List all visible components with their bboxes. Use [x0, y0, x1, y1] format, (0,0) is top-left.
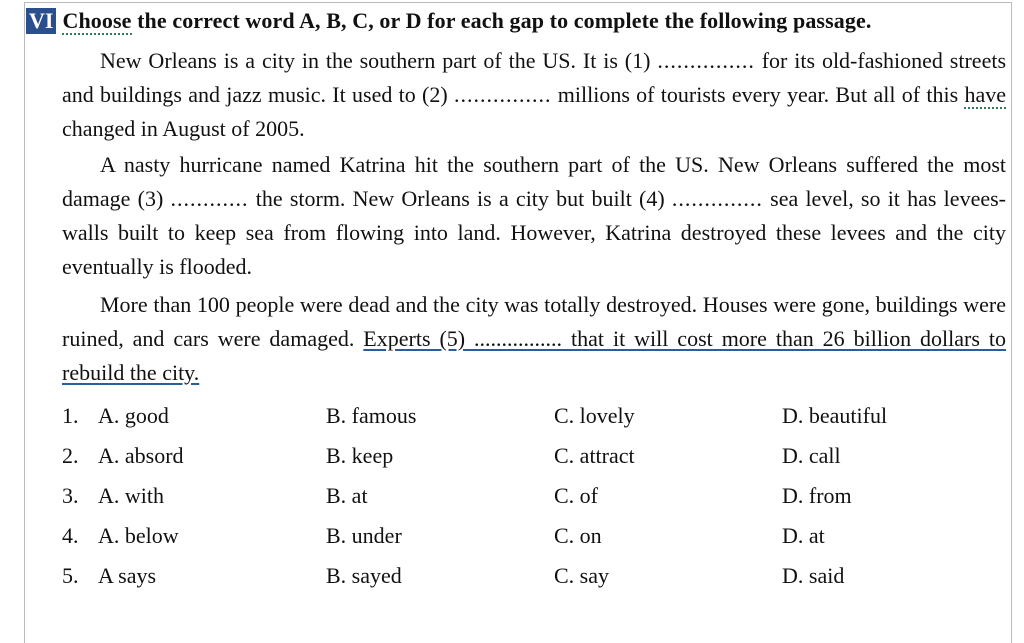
underlined-have: have — [964, 82, 1006, 107]
option-d[interactable]: D. at — [782, 523, 825, 548]
p1-text-1: New Orleans is a city in the southern part of the US. It is (1) — [100, 48, 658, 73]
p3-text-1: More than 100 people were dead and the city was totally destroyed. Houses were gone, buildings were ruined, and cars were damaged. — [62, 292, 1006, 351]
option-row — [62, 436, 962, 476]
p1-text-2: for its old-fashioned streets and buildings and jazz music. It used to (2) — [62, 48, 1007, 107]
option-a[interactable]: A. with — [98, 483, 164, 508]
option-row — [62, 516, 962, 556]
p2-text-2: the storm. New Orleans is a city but built (4) — [248, 186, 672, 211]
p2-text-3: sea level, so it has levees-walls built to keep sea from flowing into land. However, Katrina destroyed these levees and the city eventually is flooded. — [62, 186, 1006, 279]
question-number: 5. — [62, 563, 79, 588]
option-a[interactable]: A. absord — [98, 443, 184, 468]
option-d[interactable]: D. said — [782, 563, 845, 588]
p2-text-1: A nasty hurricane named Katrina hit the southern part of the US. New Orleans suffered the most damage (3) — [62, 152, 1006, 211]
option-d[interactable]: D. beautiful — [782, 403, 888, 428]
option-row — [62, 556, 962, 596]
underlined-question-5: Experts (5) ................ that it will cost more than 26 billion dollars to rebuild the city. — [62, 326, 1006, 385]
gap-4: .............. — [671, 186, 763, 211]
paragraph-2 — [62, 148, 1006, 284]
option-c[interactable]: C. of — [554, 483, 598, 508]
instruction-word: Choose — [62, 8, 132, 33]
option-b[interactable]: B. under — [326, 523, 402, 548]
gap-1: ............... — [657, 48, 755, 73]
question-number: 3. — [62, 483, 79, 508]
gap-3: ............ — [170, 186, 249, 211]
p1-text-4: changed in August of 2005. — [62, 116, 305, 141]
option-b[interactable]: B. famous — [326, 403, 417, 428]
gap-2: ............... — [453, 82, 552, 107]
option-row — [62, 396, 962, 436]
option-b[interactable]: B. sayed — [326, 563, 402, 588]
option-b[interactable]: B. keep — [326, 443, 394, 468]
instruction-text — [62, 8, 871, 34]
exercise-header — [26, 6, 871, 36]
question-number: 4. — [62, 523, 79, 548]
option-c[interactable]: C. on — [554, 523, 602, 548]
answer-options — [62, 396, 962, 596]
paragraph-1 — [62, 44, 1006, 146]
question-number: 1. — [62, 403, 79, 428]
section-badge: VI — [26, 8, 56, 34]
instruction-rest: the correct word A, B, C, or D for each gap to complete the following passage. — [131, 8, 872, 33]
option-b[interactable]: B. at — [326, 483, 368, 508]
option-c[interactable]: C. lovely — [554, 403, 635, 428]
option-d[interactable]: D. call — [782, 443, 841, 468]
p1-text-3: millions of tourists every year. But all of this — [551, 82, 965, 107]
option-d[interactable]: D. from — [782, 483, 852, 508]
option-c[interactable]: C. say — [554, 563, 609, 588]
question-number: 2. — [62, 443, 79, 468]
option-row — [62, 476, 962, 516]
paragraph-3 — [62, 288, 1006, 390]
option-a[interactable]: A says — [98, 563, 157, 588]
option-a[interactable]: A. below — [98, 523, 179, 548]
option-c[interactable]: C. attract — [554, 443, 635, 468]
option-a[interactable]: A. good — [98, 403, 169, 428]
